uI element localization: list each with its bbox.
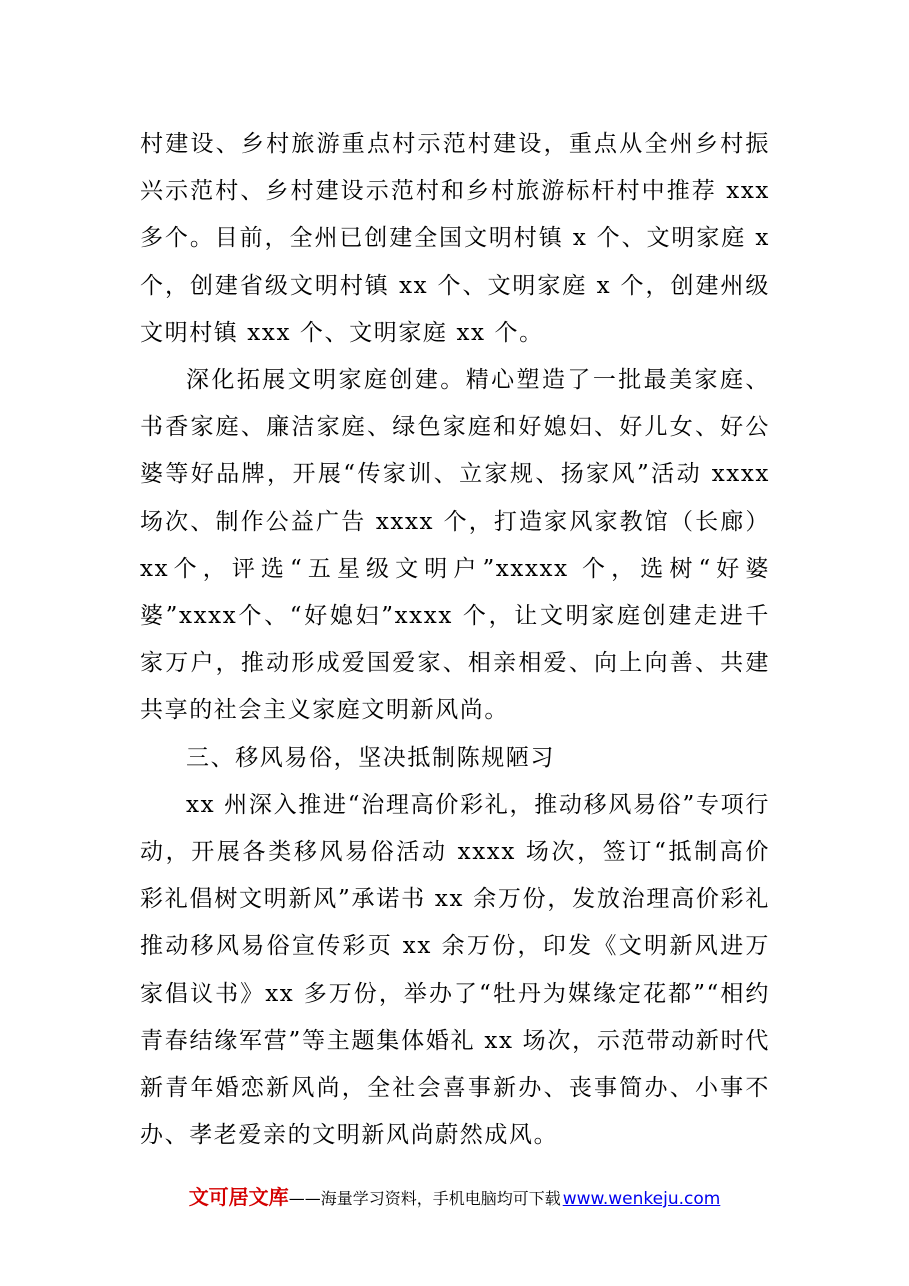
paragraph-custom-reform: xx 州深入推进“治理高价彩礼，推动移风易俗”专项行动，开展各类移风易俗活动 xxxx 场次，签订“抵制高价彩礼倡树文明新风”承诺书 xx 余万份，发放治理高价彩礼推动移风易俗宣传彩页 xx 余万份，印发《文明新风进万家倡议书》xx 多万份，举办了“牡丹为媒缘定花都”“相约青春结缘军营”等主题集体婚礼 xx 场次，示范带动新时代新青年婚恋新风尚，全社会喜事新办、丧事简办、小事不办、孝老爱亲的文明新风尚蔚然成风。	[140, 791, 770, 1149]
footer-separator: ——	[288, 1189, 321, 1208]
paragraph-rural-construction: 村建设、乡村旅游重点村示范村建设，重点从全州乡村振兴示范村、乡村建设示范村和乡村旅游标杆村中推荐 xxx 多个。目前，全州已创建全国文明村镇 x 个、文明家庭 x 个，创建省级文明村镇 xx 个、文明家庭 x 个，创建州级文明村镇 xxx 个、文明家庭 xx 个。	[140, 131, 770, 346]
section-heading: 三、移风易俗，坚决抵制陈规陋习	[186, 744, 555, 771]
footer-website-link[interactable]: www.wenkeju.com	[562, 1189, 721, 1209]
footer-brand: 文可居文库	[188, 1185, 289, 1209]
footer-banner	[0, 1181, 909, 1210]
paragraph-civilized-family: 深化拓展文明家庭创建。精心塑造了一批最美家庭、书香家庭、廉洁家庭、绿色家庭和好媳妇、好儿女、好公婆等好品牌，开展“传家训、立家规、扬家风”活动 xxxx场次、制作公益广告 xxxx 个，打造家风家教馆（长廊）xx个，评选“五星级文明户”xxxxx 个，选树“好婆婆”xxxx个、“好媳妇”xxxx 个，让文明家庭创建走进千家万户，推动形成爱国爱家、相亲相爱、向上向善、共建共享的社会主义家庭文明新风尚。	[140, 367, 770, 724]
document-body	[140, 121, 770, 1159]
footer-description: 海量学习资料，手机电脑均可下载	[320, 1189, 561, 1208]
